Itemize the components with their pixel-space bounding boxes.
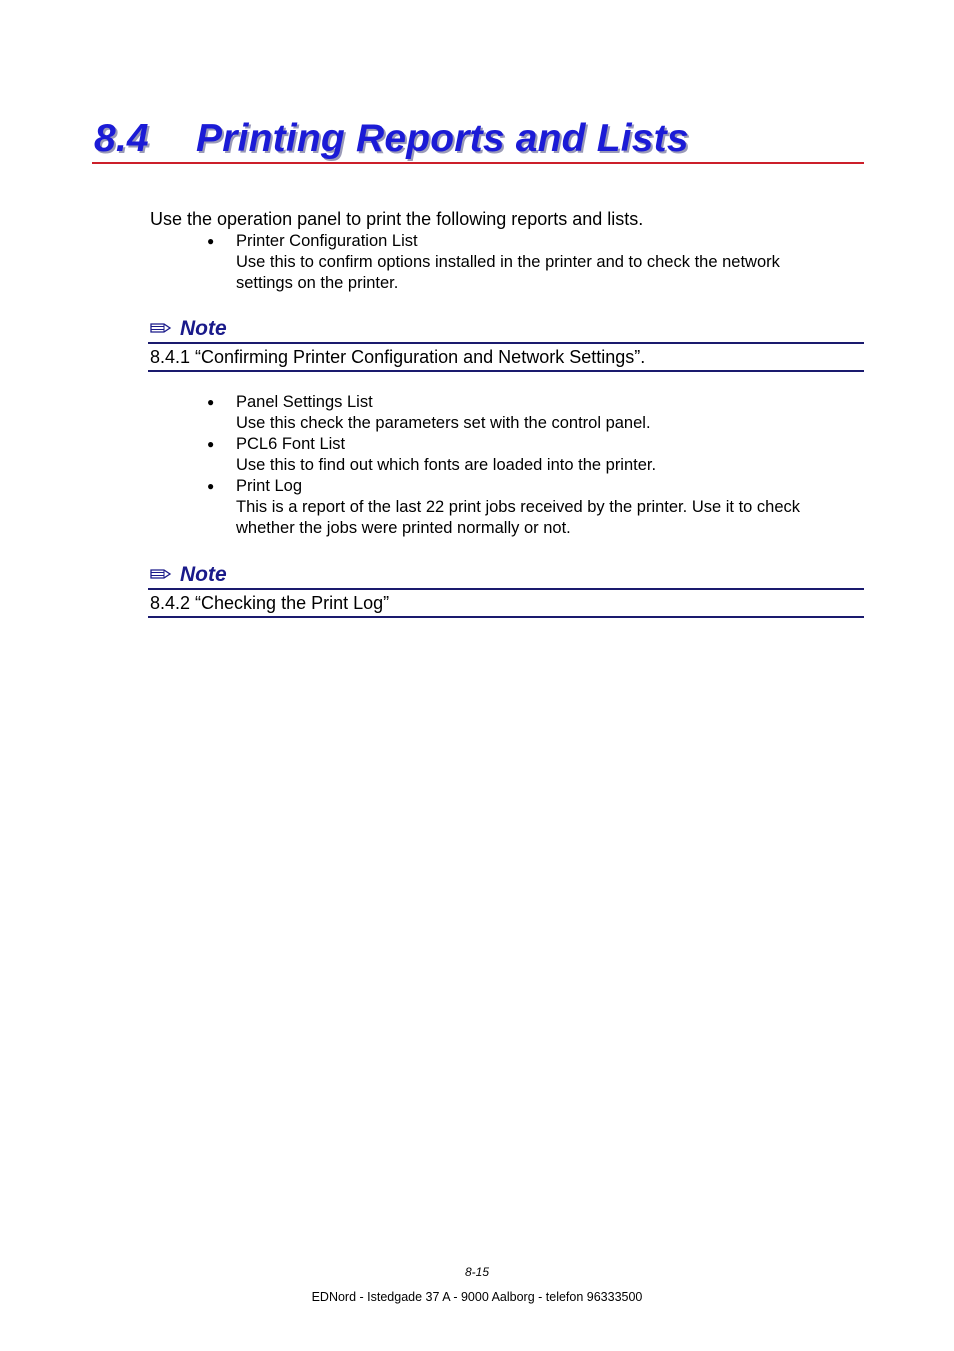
- list-item-title: Printer Configuration List: [236, 232, 418, 250]
- list-item-description: Use this to find out which fonts are loaded into the printer.: [236, 456, 657, 474]
- section-heading-text: [94, 116, 689, 162]
- report-list-2: [150, 392, 800, 539]
- intro-paragraph: Use the operation panel to print the following reports and lists.: [150, 209, 644, 229]
- note-header: [148, 562, 864, 590]
- list-item: [150, 434, 800, 476]
- list-item-title: Panel Settings List: [236, 393, 373, 411]
- list-item-description: Use this to confirm options installed in the printer and to check the network: [236, 253, 780, 271]
- list-item-title: PCL6 Font List: [236, 435, 346, 453]
- note-title: Note: [180, 317, 227, 340]
- bullet-icon: ●: [207, 234, 215, 248]
- bullet-icon: ●: [207, 437, 215, 451]
- bullet-icon: ●: [207, 479, 215, 493]
- note-box-1: [148, 316, 864, 372]
- page-number: 8-15: [464, 1265, 490, 1279]
- report-list-1: [150, 231, 780, 294]
- list-item-description: settings on the printer.: [236, 274, 399, 292]
- note-reference-link[interactable]: 8.4.2 “Checking the Print Log”: [148, 590, 864, 618]
- bullet-icon: ●: [207, 395, 215, 409]
- list-item-description: Use this check the parameters set with the control panel.: [236, 414, 651, 432]
- note-header: [148, 316, 864, 344]
- list-item-title: Print Log: [236, 477, 303, 495]
- section-heading: [92, 112, 864, 164]
- section-number: 8.4: [94, 117, 149, 160]
- list-item: [150, 476, 800, 539]
- list-item: [150, 392, 800, 434]
- note-title: Note: [180, 563, 227, 586]
- list-item-description: This is a report of the last 22 print jobs received by the printer. Use it to check: [236, 498, 801, 516]
- pencil-icon: [150, 567, 172, 581]
- list-item: [150, 231, 780, 294]
- note-box-2: [148, 562, 864, 618]
- pencil-icon: [150, 321, 172, 335]
- list-item-description: whether the jobs were printed normally or not.: [236, 519, 571, 537]
- note-reference-link[interactable]: 8.4.1 “Confirming Printer Configuration and Network Settings”.: [148, 344, 864, 372]
- footer-address: EDNord - Istedgade 37 A - 9000 Aalborg - telefon 96333500: [311, 1290, 643, 1304]
- section-title: Printing Reports and Lists: [196, 117, 689, 160]
